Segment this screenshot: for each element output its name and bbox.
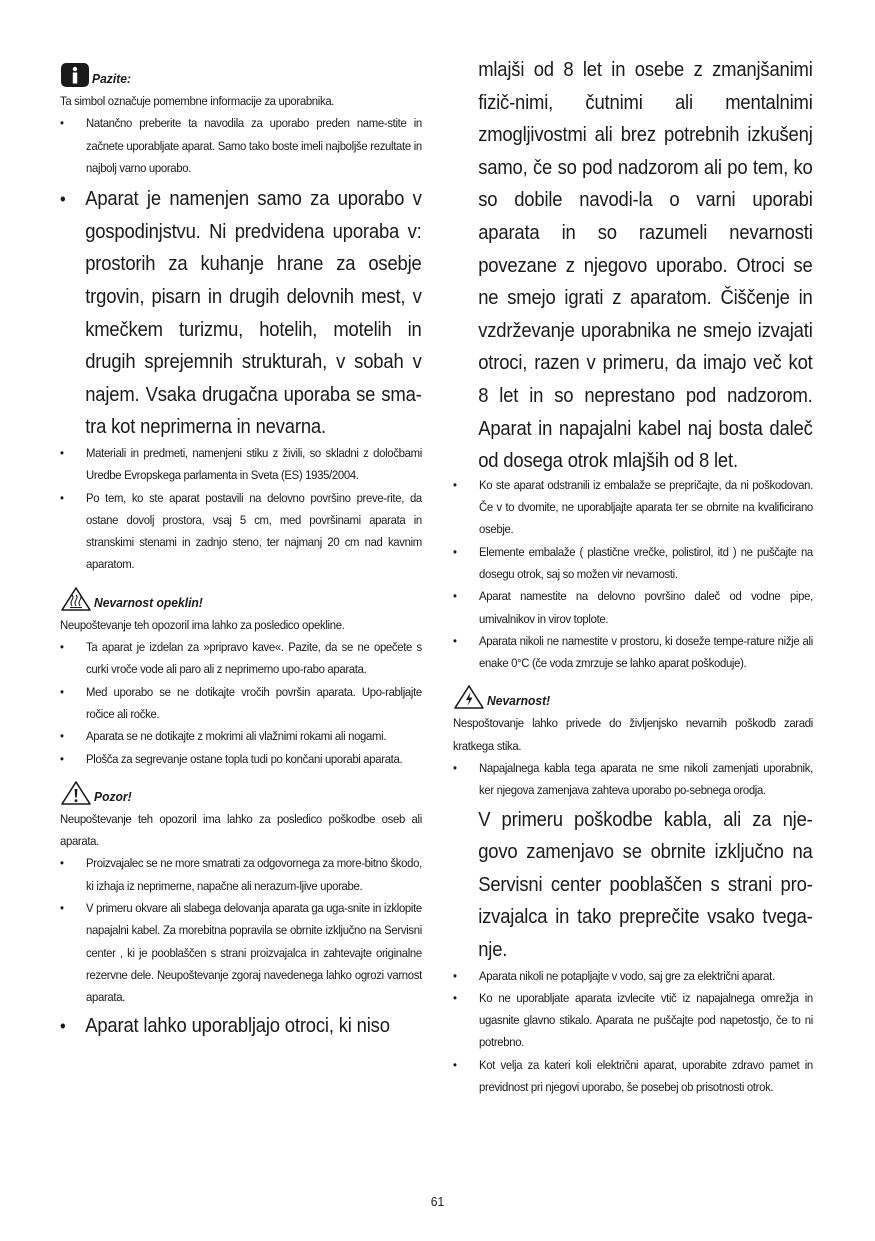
household-use-notice	[60, 183, 422, 444]
item-text: Kot velja za kateri koli električni aparat, uporabite zdravo pamet in previdnost pri njegovi uporabo, še posebej ob prisotnosti otrok.	[479, 1057, 813, 1095]
danger-heading	[453, 680, 813, 710]
bullet: •	[60, 900, 64, 915]
info-intro: Ta simbol označuje pomembne informacije za uporabnika.	[60, 94, 335, 108]
danger-heading-label: Nevarnost!	[487, 693, 551, 709]
burn-heading-label: Nevarnost opeklin!	[94, 594, 203, 610]
left-column	[60, 56, 422, 1043]
info-heading-label: Pazite:	[92, 71, 131, 86]
caution-list	[60, 852, 422, 1008]
electric-danger-icon	[453, 684, 485, 710]
children-use-notice	[60, 1010, 422, 1043]
bullet: •	[453, 589, 457, 604]
item-text: Napajalnega kabla tega aparata ne sme nikoli zamenjati uporabnik, ker njegova zamenjava zahteva uporabo po-sebnega orodja.	[479, 760, 813, 798]
bullet: •	[60, 640, 64, 655]
info-icon	[60, 62, 90, 88]
list-item	[60, 897, 422, 1008]
bullet: •	[453, 1057, 457, 1072]
list-item	[60, 1010, 422, 1043]
item-text: Med uporabo se ne dotikajte vročih površin aparata. Upo-rabljajte ročice ali ročke.	[86, 684, 422, 721]
item-text: Aparat namestite na delovno površino daleč od vodne pipe, umivalnikov in virov toplote.	[479, 589, 813, 626]
burn-intro: Neupoštevanje teh opozoril ima lahko za posledico opekline.	[60, 617, 345, 632]
bullet: •	[60, 1016, 66, 1037]
electrical-safety-list	[453, 965, 813, 1099]
list-item	[453, 965, 813, 987]
unpacking-list	[453, 474, 813, 675]
bullet: •	[453, 544, 457, 559]
item-text: Natančno preberite ta navodila za uporabo preden name-stite in začnete uporabljate aparat. Samo tako boste imeli najboljše rezultate in najbolj varno uporabo.	[86, 116, 422, 175]
bullet: •	[60, 751, 64, 766]
info-list	[60, 112, 422, 179]
item-text: Plošča za segrevanje ostane topla tudi po končani uporabi aparata.	[86, 751, 403, 766]
list-item	[453, 757, 813, 802]
item-text: Ko ste aparat odstranili iz embalaže se prepričajte, da ni poškodovan. Če v to dvomite, ne uporabljajte aparata ter se obrnite na kvalificirano osebje.	[479, 477, 813, 537]
materials-list	[60, 442, 422, 576]
bullet: •	[60, 856, 64, 871]
caution-warning-icon	[60, 780, 92, 806]
list-item	[453, 1054, 813, 1099]
bullet: •	[453, 477, 457, 492]
bullet: •	[453, 968, 457, 983]
list-item	[453, 987, 813, 1054]
bullet: •	[60, 684, 64, 699]
list-item	[453, 541, 813, 586]
bullet: •	[453, 760, 457, 775]
list-item	[453, 474, 813, 541]
burn-list	[60, 636, 422, 770]
list-item	[60, 442, 422, 487]
bullet: •	[453, 633, 457, 648]
bullet: •	[453, 990, 457, 1005]
list-item	[60, 183, 422, 444]
item-text: Aparata nikoli ne namestite v prostoru, ki doseže tempe-rature nižje ali enake 0°C (če voda zmrzuje se lahko aparat poškoduje).	[479, 633, 813, 671]
info-heading	[60, 58, 422, 88]
item-text: Aparat je namenjen samo za uporabo v gospodinjstvu. Ni predvidena uporaba v: prostorih za kuhanje hrane za osebje trgovin, pisarn in drugih delovnih mest, v kmečkem turizmu, hotelih, motelih in drugih sprejemnih strukturah, v sobah v najem. Vsaka drugačna uporaba se sma-tra kot neprimerna in nevarna.	[85, 187, 422, 439]
item-text: Proizvajalec se ne more smatrati za odgovornega za more-bitno škodo, ki izhaja iz neprimerne, napačne ali nerazum-ljive uporabe.	[86, 856, 422, 893]
hot-surface-warning-icon	[60, 586, 92, 612]
caution-heading-label: Pozor!	[94, 788, 132, 804]
danger-list	[453, 757, 813, 802]
list-item	[60, 636, 422, 681]
bullet: •	[60, 116, 64, 131]
list-item	[60, 487, 422, 576]
caution-heading	[60, 776, 422, 806]
list-item	[60, 852, 422, 897]
list-item	[453, 585, 813, 630]
right-column	[453, 54, 813, 1098]
list-item	[453, 630, 813, 675]
burn-heading	[60, 582, 422, 612]
caution-intro: Neupoštevanje teh opozoril ima lahko za posledico poškodbe oseb ali aparata.	[60, 811, 422, 849]
item-text: Aparata se ne dotikajte z mokrimi ali vlažnimi rokami ali nogami.	[86, 729, 387, 744]
item-text: Ko ne uporabljate aparata izvlecite vtič iz napajalnega omrežja in ugasnite glavno stikalo. Aparata ne puščajte pod napetostjo, če to ni potrebno.	[479, 990, 813, 1050]
bullet: •	[60, 490, 64, 505]
item-text: Materiali in predmeti, namenjeni stiku z živili, so skladni z določbami Uredbe Evropskega parlamenta in Sveta (ES) 1935/2004.	[86, 445, 422, 483]
bullet: •	[60, 189, 66, 210]
danger-intro: Nespoštovanje lahko privede do življenjsko nevarnih poškodb zaradi kratkega stika.	[453, 716, 813, 753]
bullet: •	[60, 729, 64, 744]
item-text: V primeru okvare ali slabega delovanja aparata ga uga-snite in izklopite napajalni kabel. Za morebitna popravila se obrnite izključno na Servisni center , ki je pooblaščen s strani proizvajalca in zahtevajte originalne rezervne dele. Neupoštevanje zgoraj navedenega lahko ogrozi varnost aparata.	[86, 900, 422, 1005]
list-item	[60, 725, 422, 747]
cable-damage-notice: V primeru poškodbe kabla, ali za nje-govo zamenjavo se obrnite izključno na Servisni center pooblaščen s strani pro-izvajalca in tako preprečite vsako tvega-nje.	[478, 807, 813, 961]
list-item	[60, 748, 422, 770]
item-text: Elemente embalaže ( plastične vrečke, polistirol, itd ) ne puščajte na dosegu otrok, saj so možen vir nevarnosti.	[479, 544, 813, 581]
item-text: Po tem, ko ste aparat postavili na delovno površino preve-rite, da ostane dovolj prostora, vsaj 5 cm, med površinami aparata in stranskimi stenami in zadnjo steno, ter najmanj 20 cm nad kavnim aparatom.	[86, 490, 422, 572]
list-item	[60, 681, 422, 726]
page-number: 61	[430, 1194, 445, 1209]
children-use-notice-continued: mlajši od 8 let in osebe z zmanjšanimi fizič-nimi, čutnimi ali mentalnimi zmogljivostmi ali brez potrebnih izkušenj samo, če so pod nadzorom ali po tem, ko so dobile navodi-la o varni uporabi aparata in so razumeli nevarnosti povezane z njegovo uporabo. Otroci se ne smejo igrati z aparatom. Čiščenje in vzdrževanje uporabnika ne smejo izvajati otroci, razen v primeru, da imajo več kot 8 let in so neprestano pod nadzorom. Aparat in napajalni kabel naj bosta daleč od dosega otrok mlajših od 8 let.	[478, 58, 813, 473]
item-text: Ta aparat je izdelan za »pripravo kave«. Pazite, da se ne opečete s curki vroče vode ali paro ali z neprimerno upo-rabo aparata.	[86, 640, 422, 677]
bullet: •	[60, 445, 64, 460]
item-text: Aparat lahko uporabljajo otroci, ki niso	[85, 1014, 390, 1038]
list-item	[60, 112, 422, 179]
item-text: Aparata nikoli ne potapljajte v vodo, saj gre za električni aparat.	[479, 968, 775, 983]
